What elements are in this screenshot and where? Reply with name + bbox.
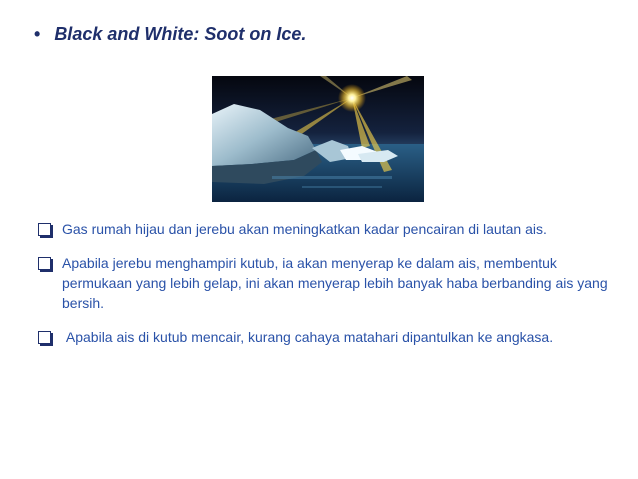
list-item <box>38 219 608 239</box>
checkbox-bullet-icon <box>38 223 51 236</box>
bullet-list <box>38 219 608 361</box>
checkbox-bullet-icon <box>38 331 51 344</box>
list-item-text: Apabila ais di kutub mencair, kurang cahaya matahari dipantulkan ke angkasa. <box>62 329 554 345</box>
title-text: Black and White: Soot on Ice. <box>54 24 307 44</box>
list-item <box>38 253 608 313</box>
list-item-text: Apabila jerebu menghampiri kutub, ia akan menyerap ke dalam ais, membentuk permukaan yang lebih gelap, ini akan menyerap lebih banyak haba berbanding ais yang bersih. <box>62 255 608 311</box>
list-item-text: Gas rumah hijau dan jerebu akan meningkatkan kadar pencairan di lautan ais. <box>62 221 547 237</box>
title-bullet: • <box>34 24 41 44</box>
checkbox-bullet-icon <box>38 257 51 270</box>
list-item <box>38 327 608 347</box>
slide-title <box>34 24 306 45</box>
soot-on-ice-illustration <box>212 76 424 202</box>
